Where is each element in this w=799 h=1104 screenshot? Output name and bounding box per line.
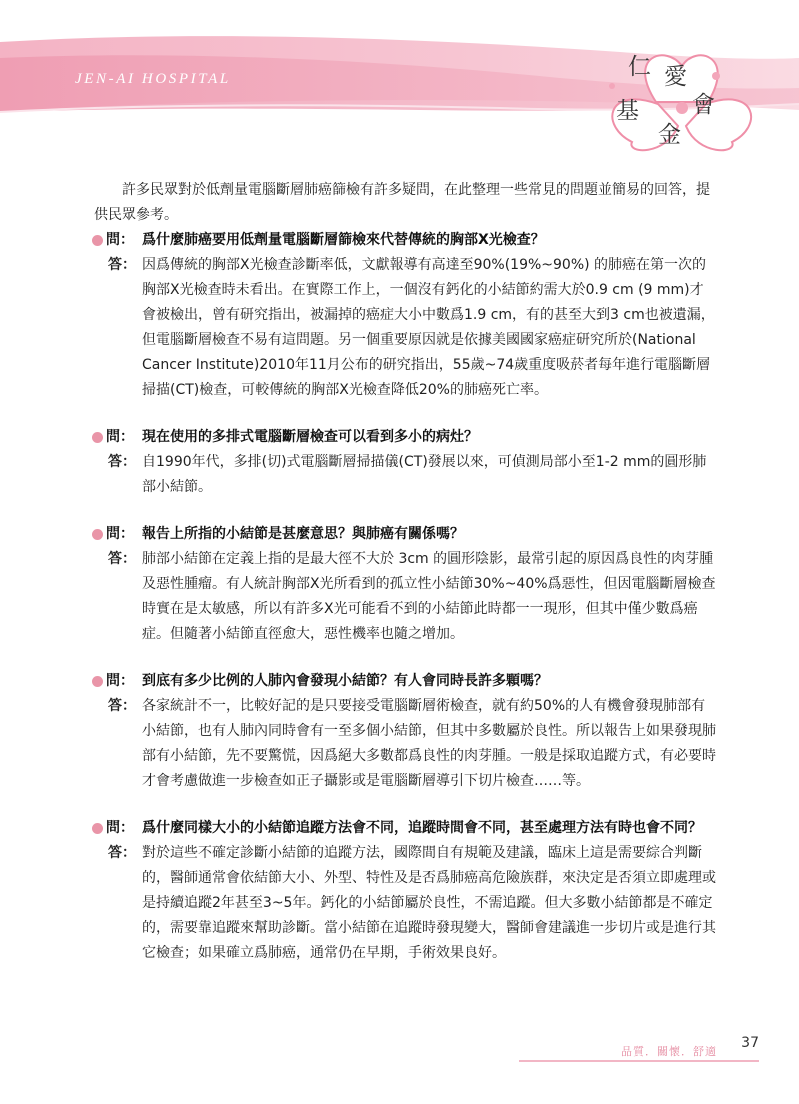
answer-tag: 答： <box>108 257 136 273</box>
question-text: 現在使用的多排式電腦斷層檢查可以看到多小的病灶？ <box>142 429 478 445</box>
footer-tagline: 品質．關懷．舒適 <box>621 1045 717 1058</box>
bullet-icon <box>92 529 103 540</box>
answer-text: 自1990年代，多排(切)式電腦斷層掃描儀(CT)發展以來，可偵測局部小至1-2 mm的圓形肺部小結節。 <box>142 454 707 495</box>
page-number: 37 <box>741 1035 759 1051</box>
hospital-brand: JEN-AI HOSPITAL <box>75 71 231 87</box>
qa-item <box>94 522 716 647</box>
article-body <box>94 178 716 966</box>
answer-tag: 答： <box>108 698 136 714</box>
question <box>94 816 716 841</box>
qa-item <box>94 228 716 403</box>
question <box>94 669 716 694</box>
answer <box>94 253 716 403</box>
bullet-icon <box>92 235 103 246</box>
foundation-logo <box>596 46 768 154</box>
question-tag: 問： <box>106 232 134 248</box>
question-text: 報告上所指的小結節是甚麼意思？與肺癌有關係嗎？ <box>142 526 464 542</box>
answer-text: 對於這些不確定診斷小結節的追蹤方法，國際間自有規範及建議，臨床上這是需要綜合判斷的，醫師通常會依結節大小、外型、特性及是否爲肺癌高危險族群，來決定是否須立即處理或是持續追蹤2年甚至3~5年。鈣化的小結節屬於良性，不需追蹤。但大多數小結節都是不確定的，需要靠追蹤來幫助診斷。當小結節在追蹤時發現變大，醫師會建議進一步切片或是進行其它檢查；如果確立爲肺癌，通常仍在早期，手術效果良好。 <box>142 845 716 961</box>
logo-char: 會 <box>692 92 715 118</box>
answer <box>94 694 716 794</box>
answer-tag: 答： <box>108 551 136 567</box>
answer-text: 肺部小結節在定義上指的是最大徑不大於 3cm 的圓形陰影，最常引起的原因爲良性的肉芽腫及惡性腫瘤。有人統計胸部X光所看到的孤立性小結節30%~40%爲惡性，但因電腦斷層檢查時實在是太敏感，所以有許多X光可能看不到的小結節此時都一一現形，但其中僅少數爲癌症。但隨著小結節直徑愈大，惡性機率也隨之增加。 <box>142 551 716 642</box>
qa-item <box>94 425 716 500</box>
answer-tag: 答： <box>108 845 136 861</box>
question-tag: 問： <box>106 429 134 445</box>
page-footer <box>519 1035 759 1065</box>
answer-text: 各家統計不一，比較好記的是只要接受電腦斷層術檢查，就有約50%的人有機會發現肺部有小結節，也有人肺內同時會有一至多個小結節，但其中多數屬於良性。所以報告上如果發現肺部有小結節，先不要驚慌，因爲絕大多數都爲良性的肉芽腫。一般是採取追蹤方式，有必要時才會考慮做進一步檢查如正子攝影或是電腦斷層導引下切片檢查……等。 <box>142 698 716 789</box>
answer-tag: 答： <box>108 454 136 470</box>
question-text: 爲什麼肺癌要用低劑量電腦斷層篩檢來代替傳統的胸部X光檢查？ <box>142 232 545 248</box>
bullet-icon <box>92 432 103 443</box>
logo-char: 基 <box>616 98 639 124</box>
logo-char: 愛 <box>664 64 687 90</box>
answer <box>94 547 716 647</box>
logo-char: 仁 <box>628 54 651 80</box>
question-text: 到底有多少比例的人肺內會發現小結節？有人會同時長許多顆嗎？ <box>142 673 548 689</box>
intro-paragraph: 許多民眾對於低劑量電腦斷層肺癌篩檢有許多疑問，在此整理一些常見的問題並簡易的回答，提供民眾參考。 <box>94 182 710 223</box>
question-text: 爲什麼同樣大小的小結節追蹤方法會不同，追蹤時間會不同，甚至處理方法有時也會不同？ <box>142 820 702 836</box>
logo-char: 金 <box>658 122 681 148</box>
qa-item <box>94 816 716 966</box>
question <box>94 522 716 547</box>
question-tag: 問： <box>106 820 134 836</box>
answer <box>94 841 716 966</box>
bullet-icon <box>92 823 103 834</box>
answer <box>94 450 716 500</box>
qa-item <box>94 669 716 794</box>
question-tag: 問： <box>106 526 134 542</box>
question <box>94 425 716 450</box>
bullet-icon <box>92 676 103 687</box>
question-tag: 問： <box>106 673 134 689</box>
header-band <box>0 0 799 150</box>
answer-text: 因爲傳統的胸部X光檢查診斷率低，文獻報導有高達至90%(19%~90%) 的肺癌在第一次的胸部X光檢查時未看出。在實際工作上，一個沒有鈣化的小結節約需大於0.9 cm (9 mm)才會被檢出，曾有研究指出，被漏掉的癌症大小中數爲1.9 cm，有的甚至大到3 cm也被遺漏，但電腦斷層檢查不易有這問題。另一個重要原因就是依據美國國家癌症研究所於(National Cancer Institute)2010年11月公布的研究指出，55歲~74歲重度吸菸者每年進行電腦斷層掃描(CT)檢查，可較傳統的胸部X光檢查降低20%的肺癌死亡率。 <box>142 257 715 398</box>
question <box>94 228 716 253</box>
footer-divider <box>519 1060 759 1062</box>
